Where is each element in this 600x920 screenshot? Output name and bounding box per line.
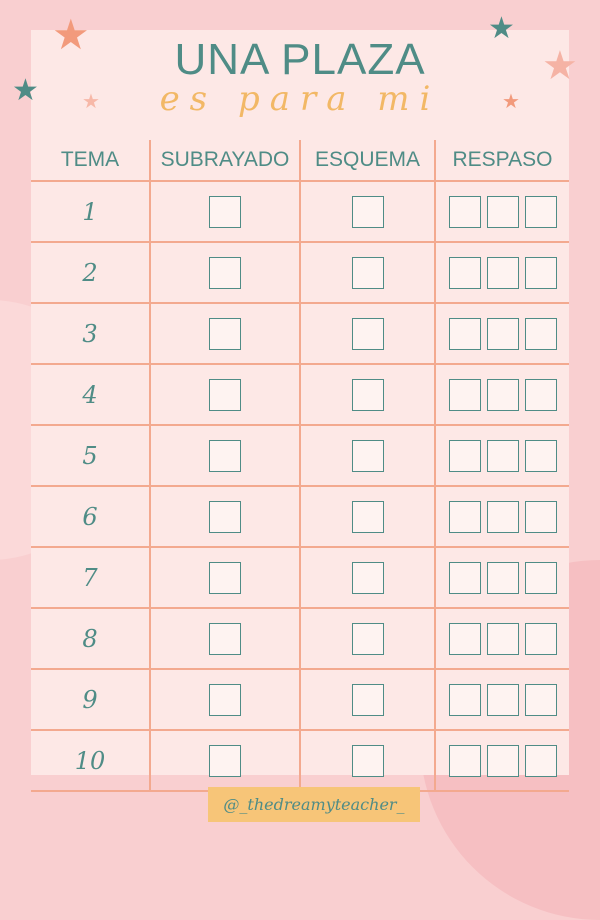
- table-row: [31, 730, 569, 791]
- column-header-respaso: RESPASO: [435, 140, 569, 181]
- respaso-checkbox[interactable]: [487, 501, 519, 533]
- tema-number: 10: [74, 746, 106, 775]
- star-icon: ★: [488, 12, 515, 45]
- subrayado-checkbox[interactable]: [209, 501, 241, 533]
- respaso-cell: [435, 303, 569, 364]
- subrayado-checkbox[interactable]: [209, 318, 241, 350]
- page-subtitle: es para mi: [159, 79, 441, 119]
- star-icon: ★: [502, 91, 520, 113]
- tema-cell: [31, 486, 150, 547]
- tema-number: 2: [82, 258, 98, 287]
- respaso-checkbox[interactable]: [449, 196, 481, 228]
- esquema-checkbox[interactable]: [352, 562, 384, 594]
- respaso-checkbox[interactable]: [487, 318, 519, 350]
- tema-cell: [31, 669, 150, 730]
- column-header-subrayado: SUBRAYADO: [150, 140, 300, 181]
- table-row: [31, 608, 569, 669]
- table-row: [31, 425, 569, 486]
- subrayado-checkbox[interactable]: [209, 562, 241, 594]
- tema-cell: [31, 730, 150, 791]
- respaso-checkbox[interactable]: [487, 562, 519, 594]
- tema-number: 8: [82, 624, 98, 653]
- esquema-checkbox[interactable]: [352, 196, 384, 228]
- respaso-checkbox[interactable]: [449, 440, 481, 472]
- star-icon: ★: [52, 11, 90, 58]
- respaso-cell: [435, 730, 569, 791]
- respaso-checkbox[interactable]: [487, 379, 519, 411]
- column-header-tema: TEMA: [31, 140, 150, 181]
- respaso-checkbox[interactable]: [525, 623, 557, 655]
- respaso-checkbox[interactable]: [449, 501, 481, 533]
- tema-number: 5: [82, 441, 98, 470]
- tema-cell: [31, 181, 150, 242]
- table-row: [31, 547, 569, 608]
- subrayado-cell: [150, 425, 300, 486]
- subrayado-cell: [150, 181, 300, 242]
- column-header-esquema: ESQUEMA: [300, 140, 435, 181]
- respaso-cell: [435, 669, 569, 730]
- respaso-checkbox[interactable]: [449, 745, 481, 777]
- respaso-checkbox[interactable]: [449, 257, 481, 289]
- subrayado-checkbox[interactable]: [209, 196, 241, 228]
- respaso-checkbox[interactable]: [449, 318, 481, 350]
- subrayado-checkbox[interactable]: [209, 440, 241, 472]
- esquema-cell: [300, 608, 435, 669]
- respaso-checkbox[interactable]: [525, 501, 557, 533]
- respaso-checkbox[interactable]: [487, 684, 519, 716]
- table-row: [31, 669, 569, 730]
- esquema-checkbox[interactable]: [352, 318, 384, 350]
- tema-cell: [31, 547, 150, 608]
- author-handle: @_thedreamyteacher_: [208, 787, 420, 822]
- respaso-checkbox[interactable]: [525, 318, 557, 350]
- subrayado-checkbox[interactable]: [209, 623, 241, 655]
- subrayado-cell: [150, 608, 300, 669]
- subrayado-checkbox[interactable]: [209, 745, 241, 777]
- tema-cell: [31, 364, 150, 425]
- star-icon: ★: [82, 91, 100, 113]
- subrayado-cell: [150, 242, 300, 303]
- tema-number: 9: [82, 685, 98, 714]
- table-row: [31, 364, 569, 425]
- respaso-checkbox[interactable]: [449, 562, 481, 594]
- subrayado-checkbox[interactable]: [209, 257, 241, 289]
- tema-number: 4: [82, 380, 98, 409]
- esquema-checkbox[interactable]: [352, 684, 384, 716]
- esquema-cell: [300, 730, 435, 791]
- table-row: [31, 181, 569, 242]
- esquema-checkbox[interactable]: [352, 623, 384, 655]
- esquema-cell: [300, 364, 435, 425]
- esquema-cell: [300, 547, 435, 608]
- respaso-cell: [435, 364, 569, 425]
- esquema-cell: [300, 303, 435, 364]
- respaso-cell: [435, 547, 569, 608]
- table-row: [31, 242, 569, 303]
- respaso-checkbox[interactable]: [525, 379, 557, 411]
- esquema-checkbox[interactable]: [352, 745, 384, 777]
- respaso-checkbox[interactable]: [449, 684, 481, 716]
- esquema-cell: [300, 181, 435, 242]
- subrayado-cell: [150, 730, 300, 791]
- esquema-cell: [300, 486, 435, 547]
- tema-number: 1: [82, 197, 98, 226]
- respaso-checkbox[interactable]: [525, 745, 557, 777]
- respaso-checkbox[interactable]: [525, 440, 557, 472]
- esquema-cell: [300, 425, 435, 486]
- respaso-checkbox[interactable]: [525, 196, 557, 228]
- esquema-cell: [300, 242, 435, 303]
- respaso-cell: [435, 181, 569, 242]
- esquema-checkbox[interactable]: [352, 257, 384, 289]
- respaso-cell: [435, 608, 569, 669]
- tema-cell: [31, 608, 150, 669]
- esquema-checkbox[interactable]: [352, 501, 384, 533]
- tema-cell: [31, 242, 150, 303]
- tema-number: 3: [82, 319, 98, 348]
- tema-cell: [31, 303, 150, 364]
- subrayado-cell: [150, 364, 300, 425]
- respaso-checkbox[interactable]: [487, 440, 519, 472]
- respaso-cell: [435, 242, 569, 303]
- table-row: [31, 486, 569, 547]
- respaso-checkbox[interactable]: [487, 257, 519, 289]
- respaso-checkbox[interactable]: [487, 745, 519, 777]
- respaso-checkbox[interactable]: [525, 562, 557, 594]
- subrayado-cell: [150, 303, 300, 364]
- table-header-row: [31, 140, 569, 181]
- subrayado-cell: [150, 486, 300, 547]
- star-icon: ★: [12, 74, 39, 107]
- tema-cell: [31, 425, 150, 486]
- study-tracker-table: [31, 140, 569, 792]
- subrayado-checkbox[interactable]: [209, 684, 241, 716]
- respaso-checkbox[interactable]: [487, 196, 519, 228]
- respaso-checkbox[interactable]: [525, 257, 557, 289]
- respaso-checkbox[interactable]: [487, 623, 519, 655]
- subrayado-cell: [150, 547, 300, 608]
- star-icon: ★: [542, 44, 578, 88]
- respaso-checkbox[interactable]: [449, 623, 481, 655]
- esquema-checkbox[interactable]: [352, 379, 384, 411]
- subrayado-checkbox[interactable]: [209, 379, 241, 411]
- page-title: UNA PLAZA: [174, 35, 426, 84]
- respaso-checkbox[interactable]: [449, 379, 481, 411]
- esquema-cell: [300, 669, 435, 730]
- table-row: [31, 303, 569, 364]
- tema-number: 7: [82, 563, 98, 592]
- tema-number: 6: [82, 502, 98, 531]
- respaso-cell: [435, 425, 569, 486]
- subrayado-cell: [150, 669, 300, 730]
- respaso-checkbox[interactable]: [525, 684, 557, 716]
- esquema-checkbox[interactable]: [352, 440, 384, 472]
- respaso-cell: [435, 486, 569, 547]
